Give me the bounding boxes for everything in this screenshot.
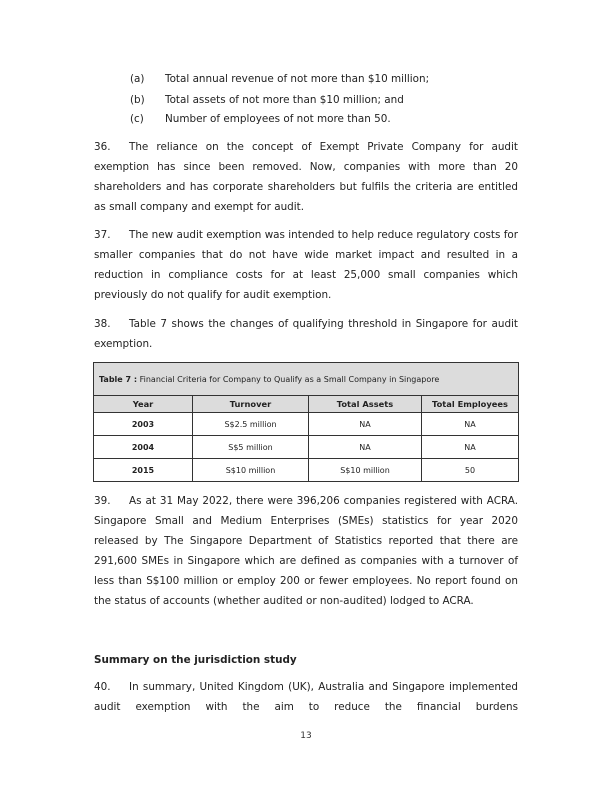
column-header-year: Year	[94, 396, 193, 413]
paragraph-text: As at 31 May 2022, there were 396,206 companies registered with ACRA. Singapore Small and Medium Enterprises (SMEs) statistics for year 2020 released by The Singapore Department of Statistics reported that there are 291,600 SMEs in Singapore which are defined as companies with a turnover of less than S$100 million or employ 200 or fewer employees. No report found on the status of accounts (whether audited or non-audited) lodged to ACRA.	[94, 495, 518, 607]
cell-turnover: S$2.5 million	[193, 413, 309, 436]
paragraph-text: The new audit exemption was intended to help reduce regulatory costs for smaller companies that do not have wide market impact and resulted in a reduction in compliance costs for at least 25,000 small companies which previously do not qualify for audit exemption.	[94, 229, 518, 301]
list-text: Total assets of not more than $10 million; and	[165, 94, 404, 106]
table-caption-label: Table 7 :	[99, 374, 138, 384]
paragraph-40	[94, 677, 518, 717]
paragraph-number: 40.	[94, 681, 111, 693]
cell-total-assets: NA	[309, 413, 422, 436]
list-text: Total annual revenue of not more than $10 million;	[165, 73, 430, 85]
paragraph-number: 37.	[94, 229, 111, 241]
table-caption-row	[94, 363, 519, 396]
column-header-total-employees: Total Employees	[422, 396, 519, 413]
paragraph-text: The reliance on the concept of Exempt Private Company for audit exemption has since been removed. Now, companies with more than 20 shareholders and has corporate shareholders but fulfils the criteria are entitled as small company and exempt for audit.	[94, 141, 518, 213]
list-text: Number of employees of not more than 50.	[165, 113, 391, 125]
page-number: 13	[300, 731, 312, 741]
cell-total-assets: NA	[309, 436, 422, 459]
list-marker: (c)	[130, 113, 144, 125]
table-row	[94, 436, 519, 459]
cell-turnover: S$10 million	[193, 459, 309, 482]
cell-total-assets: S$10 million	[309, 459, 422, 482]
cell-total-employees: NA	[422, 413, 519, 436]
table-row	[94, 413, 519, 436]
criteria-item-c	[130, 112, 391, 126]
table-7	[93, 362, 519, 482]
paragraph-36	[94, 137, 518, 217]
section-heading: Summary on the jurisdiction study	[94, 654, 297, 666]
list-marker: (b)	[130, 94, 145, 106]
table-caption-text: Financial Criteria for Company to Qualify as a Small Company in Singapore	[137, 374, 440, 384]
table-caption	[94, 363, 519, 396]
column-header-total-assets: Total Assets	[309, 396, 422, 413]
criteria-item-b	[130, 93, 404, 107]
list-marker: (a)	[130, 73, 145, 85]
cell-year: 2015	[94, 459, 193, 482]
table-header-row	[94, 396, 519, 413]
paragraph-number: 38.	[94, 318, 111, 330]
paragraph-39	[94, 491, 518, 611]
cell-total-employees: NA	[422, 436, 519, 459]
paragraph-37	[94, 225, 518, 305]
table-row	[94, 459, 519, 482]
cell-year: 2004	[94, 436, 193, 459]
column-header-turnover: Turnover	[193, 396, 309, 413]
cell-turnover: S$5 million	[193, 436, 309, 459]
paragraph-38	[94, 314, 518, 354]
paragraph-text: In summary, United Kingdom (UK), Australia and Singapore implemented audit exemption with the aim to reduce the financial burdens	[94, 681, 518, 713]
paragraph-number: 39.	[94, 495, 111, 507]
paragraph-number: 36.	[94, 141, 111, 153]
paragraph-text: Table 7 shows the changes of qualifying threshold in Singapore for audit exemption.	[94, 318, 518, 350]
cell-year: 2003	[94, 413, 193, 436]
cell-total-employees: 50	[422, 459, 519, 482]
criteria-item-a	[130, 72, 429, 86]
